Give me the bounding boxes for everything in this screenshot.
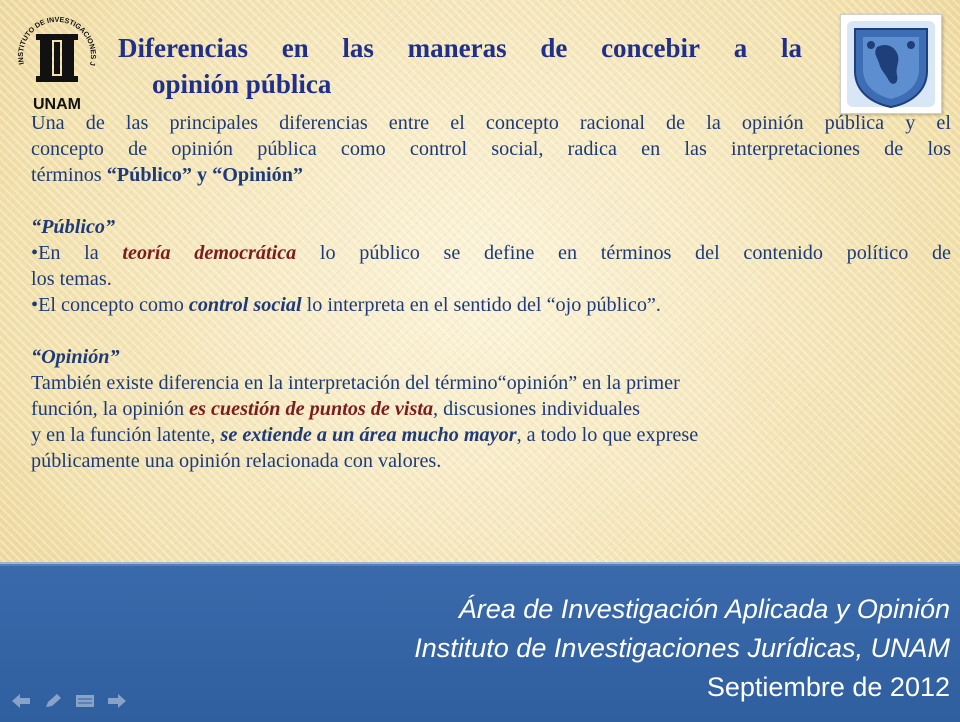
intro-line: Una de las principales diferencias entre el concepto racional de la opinión pública y el <box>31 112 951 134</box>
intro-line: concepto de opinión pública como control social, radica en las interpretaciones de los <box>31 138 951 160</box>
title-line-1 <box>118 30 802 66</box>
bullet-text: lo público se define en términos del contenido político de <box>296 242 951 264</box>
footer-area: Área de Investigación Aplicada y Opinión <box>458 594 950 624</box>
publico-heading: “Público” <box>31 216 116 238</box>
title-word: en <box>281 33 309 63</box>
unam-shield-logo-icon <box>840 14 942 114</box>
opinion-line: públicamente una opinión relacionada con valores. <box>31 450 442 472</box>
body-content <box>31 110 951 474</box>
footer-text <box>414 590 950 707</box>
emphasis-area-mayor: se extiende a un área mucho mayor <box>220 424 517 446</box>
opinion-line: También existe diferencia en la interpretación del término“opinión” en la primer <box>31 372 680 394</box>
intro-line <box>31 162 951 188</box>
emphasis-puntos-de-vista: es cuestión de puntos de vista <box>189 398 434 420</box>
iij-unam-logo-icon <box>10 8 104 114</box>
title-word: de <box>540 33 568 63</box>
bullet-text: lo interpreta en el sentido del “ojo público”. <box>301 294 661 316</box>
intro-terms: “Público” y “Opinión” <box>106 164 304 186</box>
bullet-continuation: los temas. <box>31 268 112 290</box>
emphasis-teoria-democratica: teoría democrática <box>122 242 297 264</box>
footer-institute: Instituto de Investigaciones Jurídicas, UNAM <box>414 633 950 663</box>
bullet-text: •El concepto como <box>31 294 189 316</box>
menu-icon[interactable] <box>74 692 96 710</box>
forward-arrow-icon[interactable] <box>106 692 128 710</box>
logo-abbr: UNAM <box>33 96 81 113</box>
opinion-line <box>31 422 951 448</box>
slide-title <box>118 30 802 102</box>
bullet-social-control <box>31 292 951 318</box>
title-word: a <box>733 33 748 63</box>
footer-banner <box>0 562 960 722</box>
title-line-2: opinión pública <box>152 69 332 99</box>
opinion-text: , discusiones individuales <box>433 398 640 420</box>
bullet-text: •En la <box>31 242 123 264</box>
opinion-heading: “Opinión” <box>31 346 120 368</box>
pen-icon[interactable] <box>42 692 64 710</box>
bullet-democratic-theory <box>31 240 951 266</box>
title-word: la <box>780 33 802 63</box>
title-word: Diferencias <box>118 33 248 63</box>
slide-nav <box>10 692 128 710</box>
title-word: concebir <box>601 33 701 63</box>
opinion-text: y en la función latente, <box>31 424 221 446</box>
footer-date: Septiembre de 2012 <box>706 672 950 702</box>
emphasis-control-social: control social <box>188 294 302 316</box>
back-arrow-icon[interactable] <box>10 692 32 710</box>
opinion-line <box>31 396 951 422</box>
intro-text: términos <box>31 164 107 186</box>
opinion-text: , a todo lo que exprese <box>516 424 699 446</box>
opinion-text: función, la opinión <box>31 398 190 420</box>
title-word: maneras <box>407 33 507 63</box>
logo-ring-text: INSTITUTO DE INVESTIGACIONES J <box>15 14 99 67</box>
title-word: las <box>342 33 374 63</box>
